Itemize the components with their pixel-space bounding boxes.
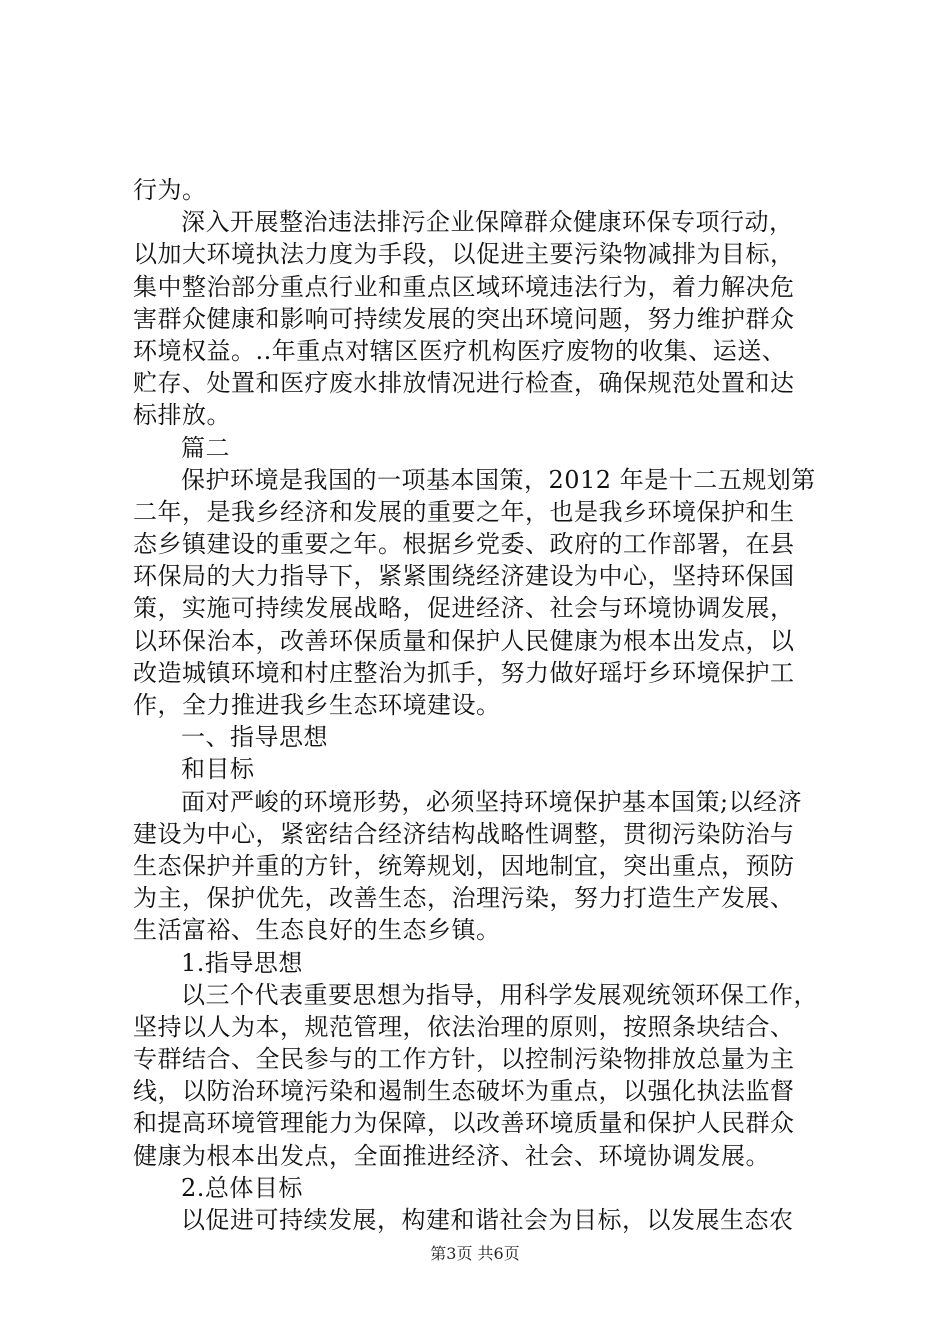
text-line: 策，实施可持续发展战略，促进经济、社会与环境协调发展， — [133, 594, 795, 623]
text-line: 生活富裕、生态良好的生态乡镇。 — [133, 916, 501, 945]
text-line: 1.指导思想 — [181, 948, 303, 977]
text-line: 改造城镇环境和村庄整治为抓手，努力做好瑶圩乡环境保护工 — [133, 658, 795, 687]
text-line: 和提高环境管理能力为保障，以改善环境质量和保护人民群众 — [133, 1109, 795, 1138]
text-line: 专群结合、全民参与的工作方针，以控制污染物排放总量为主 — [133, 1045, 795, 1074]
text-line: 生态保护并重的方针，统筹规划，因地制宜，突出重点，预防 — [133, 851, 795, 880]
text-line: 以三个代表重要思想为指导，用科学发展观统领环保工作， — [181, 980, 818, 1009]
document-body — [133, 174, 833, 1236]
text-line: 贮存、处置和医疗废水排放情况进行检查，确保规范处置和达 — [133, 369, 795, 398]
text-line: 2.总体目标 — [181, 1173, 303, 1202]
text-line: 以促进可持续发展，构建和谐社会为目标，以发展生态农 — [181, 1206, 794, 1234]
text-line: 线，以防治环境污染和遏制生态破坏为重点，以强化执法监督 — [133, 1077, 795, 1106]
text-line: 二年，是我乡经济和发展的重要之年，也是我乡环境保护和生 — [133, 497, 795, 526]
text-line: 以环保治本，改善环保质量和保护人民健康为根本出发点，以 — [133, 626, 795, 655]
text-line: 态乡镇建设的重要之年。根据乡党委、政府的工作部署，在县 — [133, 530, 795, 559]
page-footer: 第3页 共6页 — [430, 1244, 520, 1263]
text-line: 深入开展整治违法排污企业保障群众健康环保专项行动， — [181, 208, 794, 237]
text-line: 坚持以人为本，规范管理，依法治理的原则，按照条块结合、 — [133, 1012, 795, 1041]
text-line: 篇二 — [181, 433, 230, 462]
text-line: 标排放。 — [133, 401, 231, 430]
text-line: 害群众健康和影响可持续发展的突出环境问题，努力维护群众 — [133, 304, 795, 333]
text-line: 面对严峻的环境形势，必须坚持环境保护基本国策;以经济 — [181, 787, 803, 816]
text-line: 保护环境是我国的一项基本国策，2012 年是十二五规划第 — [181, 465, 816, 494]
text-line: 环保局的大力指导下，紧紧围绕经济建设为中心，坚持环保国 — [133, 562, 795, 591]
text-line: 作，全力推进我乡生态环境建设。 — [133, 691, 501, 719]
text-line: 为主，保护优先，改善生态，治理污染，努力打造生产发展、 — [133, 884, 795, 913]
text-line: 以加大环境执法力度为手段，以促进主要污染物减排为目标， — [133, 240, 795, 269]
text-line: 一、指导思想 — [181, 723, 328, 752]
text-line: 集中整治部分重点行业和重点区域环境违法行为，着力解决危 — [133, 272, 795, 301]
text-line: 和目标 — [181, 755, 255, 784]
text-line: 行为。 — [133, 176, 207, 204]
text-line: 健康为根本出发点，全面推进经济、社会、环境协调发展。 — [133, 1141, 770, 1170]
text-line: 环境权益。..年重点对辖区医疗机构医疗废物的收集、运送、 — [133, 336, 787, 365]
text-line: 建设为中心，紧密结合经济结构战略性调整，贯彻污染防治与 — [133, 819, 795, 848]
